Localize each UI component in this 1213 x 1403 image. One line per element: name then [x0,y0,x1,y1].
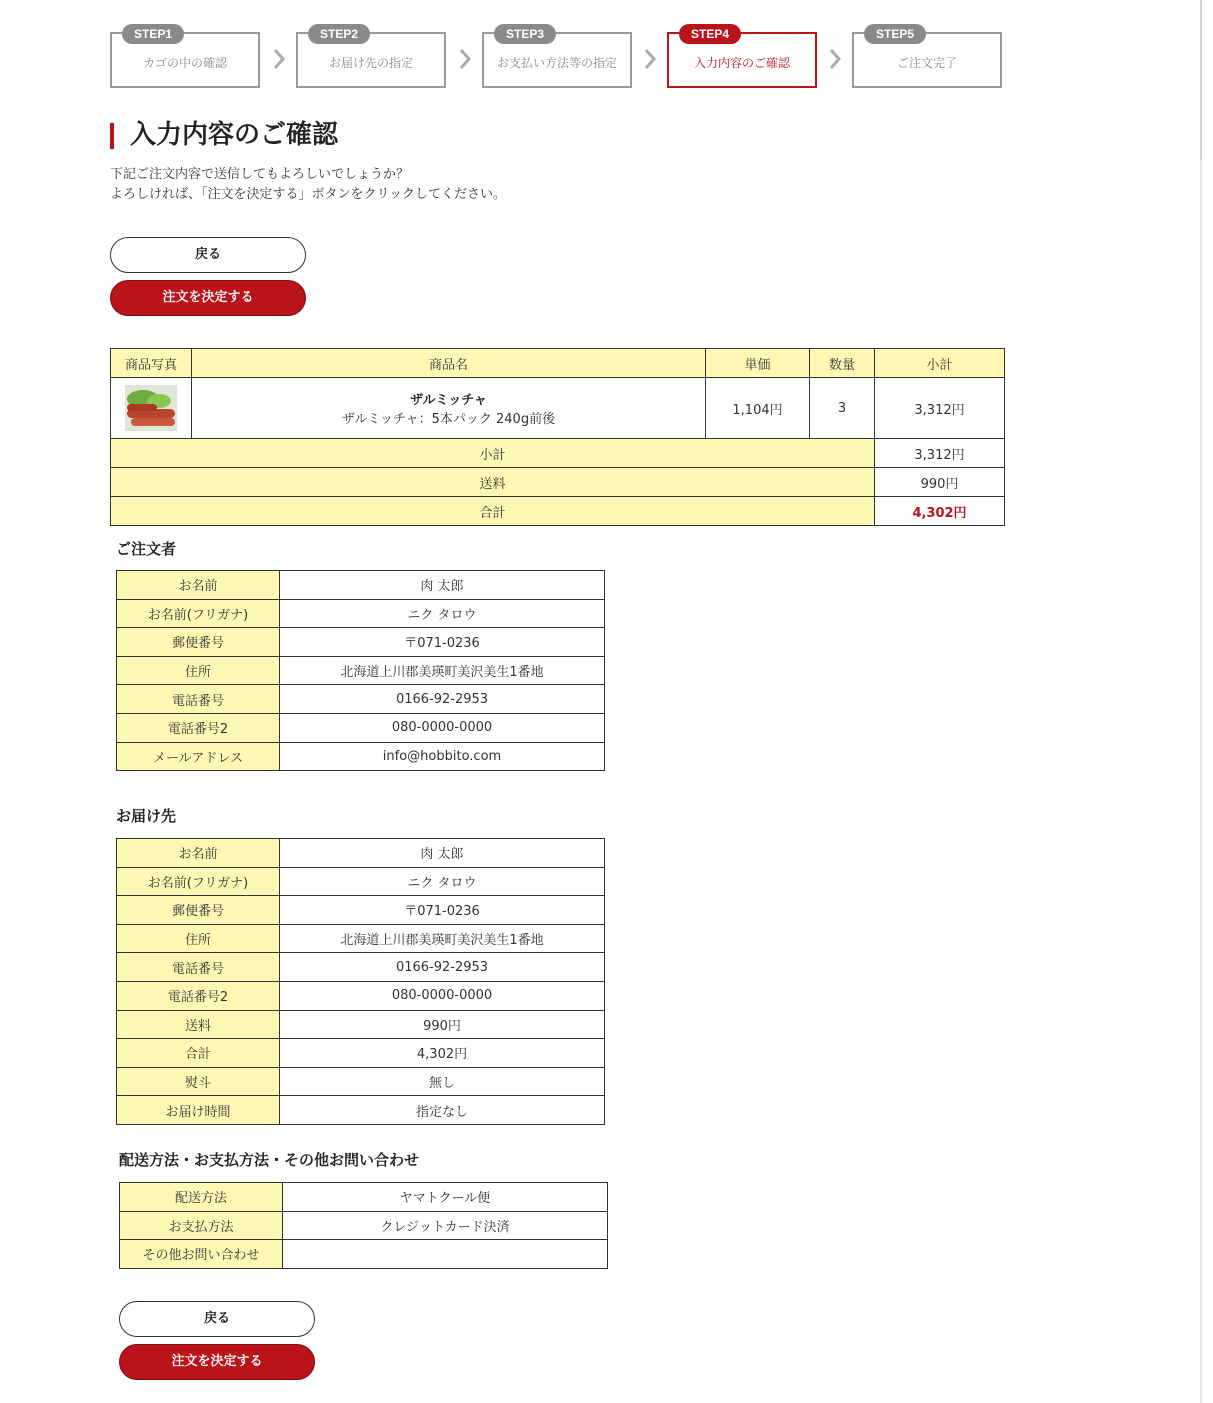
column-header: 小計 [875,349,1005,378]
table-row [117,713,605,742]
submit-order-button-bottom[interactable]: 注文を決定する [119,1344,315,1380]
field-label: 郵便番号 [117,896,280,925]
item-subtotal: 3,312円 [875,378,1005,439]
cart-table [110,348,1005,526]
field-value: 4,302円 [280,1039,605,1068]
field-value: info@hobbito.com [280,742,605,771]
step-label: ご注文完了 [896,56,957,70]
field-value: ニク タロウ [280,599,605,628]
field-label: お名前 [117,571,280,600]
table-row [117,656,605,685]
field-value: 0166-92-2953 [280,685,605,714]
page-title: 入力内容のご確認 [110,118,338,152]
chevron-right-icon [272,48,286,70]
field-label: 電話番号2 [117,713,280,742]
table-row [117,924,605,953]
checkout-steps [110,22,1010,92]
step-5 [852,27,1002,88]
step-label: お届け先の指定 [328,56,413,70]
field-value: 〒071-0236 [280,896,605,925]
summary-label: 合計 [111,497,875,526]
product-photo[interactable] [125,385,177,431]
chevron-right-icon [458,48,472,70]
step-label: お支払い方法等の指定 [496,56,617,70]
field-label: 郵便番号 [117,628,280,657]
step-4-current [667,27,817,88]
delivery-section-title: お届け先 [116,807,177,825]
field-label: 電話番号 [117,685,280,714]
field-label: 熨斗 [117,1067,280,1096]
table-row [120,1240,608,1269]
field-value: 北海道上川郡美瑛町美沢美生1番地 [280,924,605,953]
column-header: 商品写真 [111,349,192,378]
field-label: お支払方法 [120,1211,283,1240]
cart-header-row [111,349,1005,378]
table-row [117,896,605,925]
step-badge: STEP2 [308,24,370,44]
step-badge: STEP4 [679,24,741,44]
table-row [117,839,605,868]
field-label: その他お問い合わせ [120,1240,283,1269]
field-value: 080-0000-0000 [280,981,605,1010]
intro-line: よろしければ、「注文を決定する」ボタンをクリックしてください。 [110,187,506,202]
step-badge: STEP3 [494,24,556,44]
back-button-bottom[interactable]: 戻る [119,1301,315,1337]
table-row [117,953,605,982]
scrollbar-thumb[interactable] [1200,0,1202,160]
field-value: 指定なし [280,1096,605,1125]
summary-value: 3,312円 [875,439,1005,468]
product-name-cell [192,378,706,439]
field-value: 肉 太郎 [280,839,605,868]
field-label: お名前(フリガナ) [117,599,280,628]
table-row [117,981,605,1010]
table-row [120,1183,608,1212]
field-label: 送料 [117,1010,280,1039]
step-3 [482,27,632,88]
step-label: 入力内容のご確認 [693,56,790,70]
column-header: 単価 [706,349,810,378]
field-value: 無し [280,1067,605,1096]
unit-price: 1,104円 [706,378,810,439]
shipping-fee-row [111,468,1005,497]
field-value: ニク タロウ [280,867,605,896]
table-row [117,1039,605,1068]
sausage-image [125,385,177,431]
table-row [117,628,605,657]
orderer-section-title: ご注文者 [116,540,177,558]
step-badge: STEP5 [864,24,926,44]
field-label: お届け時間 [117,1096,280,1125]
scrollbar-track[interactable] [1200,0,1202,1403]
intro-line: 下記ご注文内容で送信してもよろしいでしょうか？ [110,167,410,182]
field-value: 0166-92-2953 [280,953,605,982]
total-value: 4,302円 [875,497,1005,526]
field-label: 住所 [117,656,280,685]
product-photo-cell [111,378,192,439]
chevron-right-icon [643,48,657,70]
table-row [117,742,605,771]
chevron-right-icon [828,48,842,70]
field-value: ヤマトクール便 [283,1183,608,1212]
step-label: カゴの中の確認 [142,56,227,70]
field-value: 080-0000-0000 [280,713,605,742]
step-badge: STEP1 [122,24,184,44]
step-2 [296,27,446,88]
table-row [117,1010,605,1039]
summary-label: 小計 [111,439,875,468]
product-variant: ザルミッチャ：5本パック 240g前後 [341,412,556,427]
column-header: 数量 [810,349,875,378]
column-header: 商品名 [192,349,706,378]
submit-order-button[interactable]: 注文を決定する [110,280,306,316]
field-value: 990円 [280,1010,605,1039]
total-row [111,497,1005,526]
field-label: お名前(フリガナ) [117,867,280,896]
subtotal-row [111,439,1005,468]
table-row [120,1211,608,1240]
table-row [117,571,605,600]
field-label: 住所 [117,924,280,953]
intro-text [110,165,506,205]
field-label: 電話番号 [117,953,280,982]
field-label: 電話番号2 [117,981,280,1010]
table-row [117,1096,605,1125]
orderer-table [116,570,605,771]
field-label: メールアドレス [117,742,280,771]
step-1 [110,27,260,88]
field-label: 配送方法 [120,1183,283,1212]
summary-value: 990円 [875,468,1005,497]
field-value: 北海道上川郡美瑛町美沢美生1番地 [280,656,605,685]
delivery-table [116,838,605,1125]
cart-item-row [111,378,1005,439]
product-name[interactable]: ザルミッチャ [410,393,487,408]
quantity: 3 [810,378,875,439]
shipping-section-title: 配送方法・お支払方法・その他お問い合わせ [119,1151,420,1169]
table-row [117,867,605,896]
field-value: 〒071-0236 [280,628,605,657]
field-label: お名前 [117,839,280,868]
field-value [283,1240,608,1269]
field-value: 肉 太郎 [280,571,605,600]
back-button[interactable]: 戻る [110,237,306,273]
field-value: クレジットカード決済 [283,1211,608,1240]
table-row [117,1067,605,1096]
shipping-table [119,1182,608,1269]
table-row [117,685,605,714]
field-label: 合計 [117,1039,280,1068]
table-row [117,599,605,628]
summary-label: 送料 [111,468,875,497]
